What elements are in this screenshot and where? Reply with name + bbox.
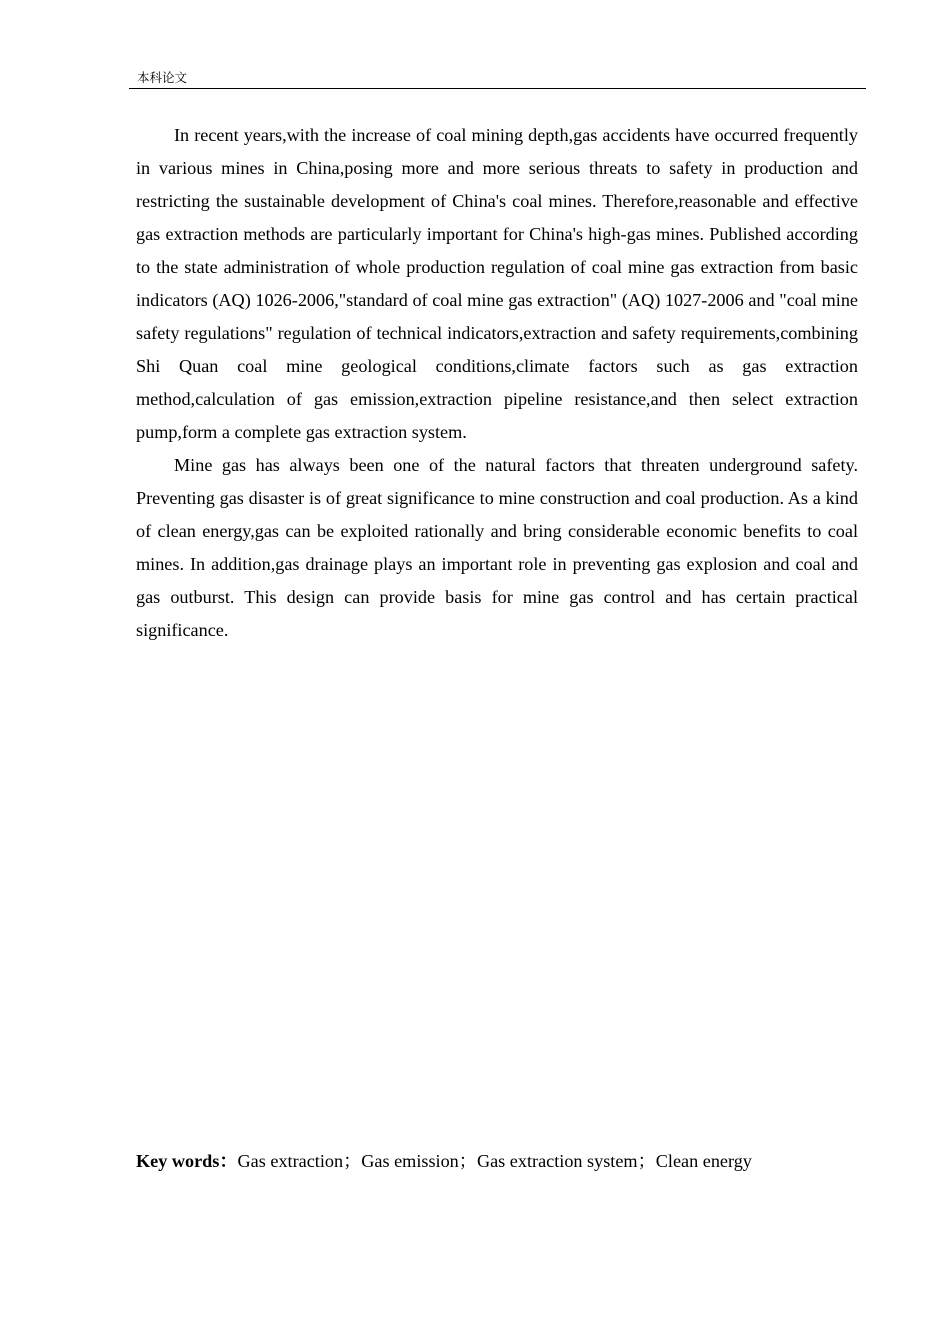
keywords-line [136,1147,858,1175]
abstract-paragraph-2: Mine gas has always been one of the natural factors that threaten underground safety. Preventing gas disaster is of great significance to mine construction and coal production. As a kind of clean energy,gas can be exploited rationally and bring considerable economic benefits to coal mines. In addition,gas drainage plays an important role in preventing gas explosion and coal and gas outburst. This design can provide basis for mine gas control and has certain practical significance. [136,455,858,640]
keywords-text: Gas extraction；Gas emission；Gas extraction system；Clean energy [237,1151,752,1171]
keywords-label: Key words： [136,1151,238,1171]
abstract-paragraph-1: In recent years,with the increase of coal mining depth,gas accidents have occurred frequently in various mines in China,posing more and more serious threats to safety in production and restricting the sustainable development of China's coal mines. Therefore,reasonable and effective gas extraction methods are particularly important for China's high-gas mines. Published according to the state administration of whole production regulation of coal mine gas extraction from basic indicators (AQ) 1026-2006,"standard of coal mine gas extraction" (AQ) 1027-2006 and "coal mine safety regulations" regulation of technical indicators,extraction and safety requirements,combining Shi Quan coal mine geological conditions,climate factors such as gas extraction method,calculation of gas emission,extraction pipeline resistance,and then select extraction pump,form a complete gas extraction system. [136,125,858,442]
header-title: 本科论文 [137,70,188,85]
page-header [129,68,866,89]
abstract-body [136,119,858,647]
